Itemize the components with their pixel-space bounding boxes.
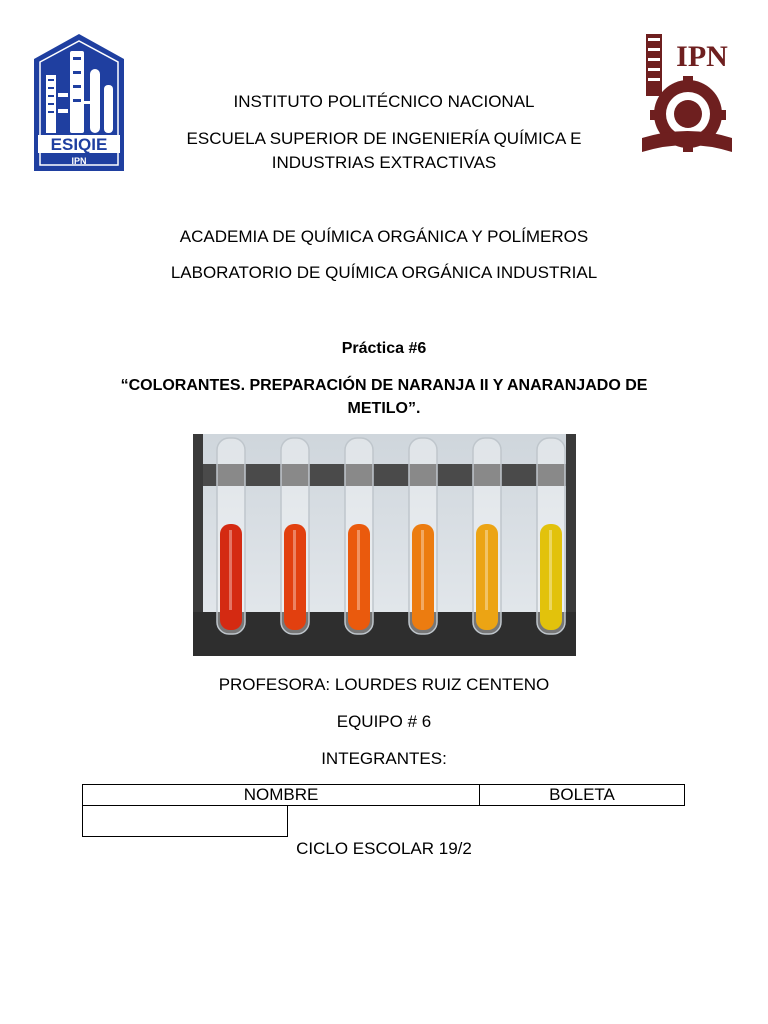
table-empty-cell[interactable]: [82, 806, 288, 837]
table-header-boleta: BOLETA: [480, 785, 685, 806]
academy-name: ACADEMIA DE QUÍMICA ORGÁNICA Y POLÍMEROS: [179, 227, 589, 246]
svg-text:IPN: IPN: [71, 156, 87, 166]
tube-highlight: [485, 530, 488, 610]
tube-highlight: [357, 530, 360, 610]
members-table: [82, 784, 685, 806]
tube-highlight: [549, 530, 552, 610]
practice-title-line1: “COLORANTES. PREPARACIÓN DE NARANJA II Y ANARANJADO DE: [120, 377, 648, 394]
professor-name: PROFESORA: LOURDES RUIZ CENTENO: [218, 675, 550, 694]
school-name-line2: INDUSTRIAS EXTRACTIVAS: [271, 153, 497, 172]
svg-text:ESIQIE: ESIQIE: [50, 135, 108, 154]
table-header-row: [83, 785, 685, 806]
table-header-nombre: NOMBRE: [83, 785, 480, 806]
practice-number: Práctica #6: [341, 340, 427, 357]
team-number: EQUIPO # 6: [336, 712, 432, 731]
practice-title-line2: METILO”.: [347, 400, 421, 417]
institute-name: INSTITUTO POLITÉCNICO NACIONAL: [233, 92, 535, 111]
school-cycle: CICLO ESCOLAR 19/2: [296, 839, 472, 858]
tube-highlight: [421, 530, 424, 610]
tube-highlight: [293, 530, 296, 610]
school-name-line1: ESCUELA SUPERIOR DE INGENIERÍA QUÍMICA E: [186, 129, 582, 148]
svg-text:IPN: IPN: [676, 40, 728, 73]
tube-highlight: [229, 530, 232, 610]
members-label: INTEGRANTES:: [321, 749, 447, 768]
laboratory-name: LABORATORIO DE QUÍMICA ORGÁNICA INDUSTRIAL: [170, 263, 598, 282]
test-tubes-photo: [193, 434, 576, 656]
